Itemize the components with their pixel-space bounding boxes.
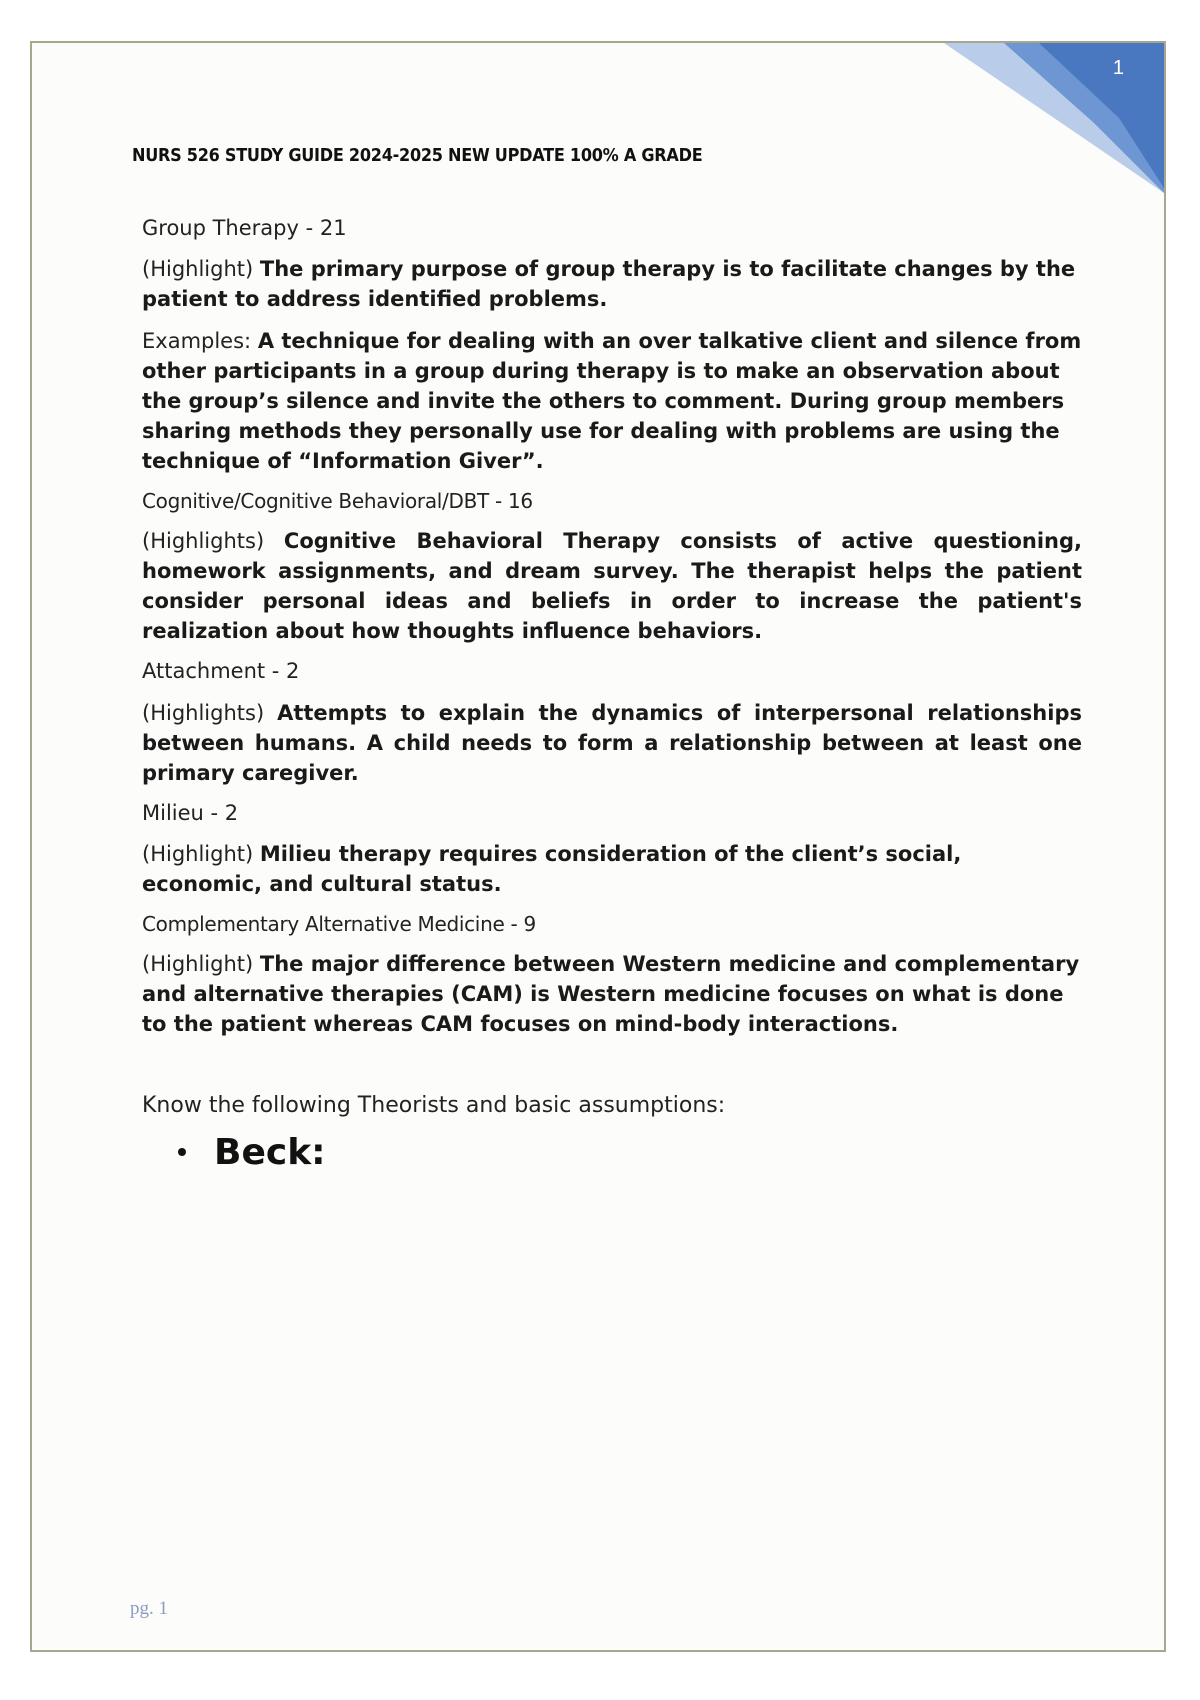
paragraph-lead: (Highlight)	[142, 841, 254, 866]
paragraph	[142, 839, 1082, 899]
document-header: NURS 526 STUDY GUIDE 2024-2025 NEW UPDATE 100% A GRADE	[132, 146, 703, 166]
paragraph	[142, 698, 1082, 788]
paragraph-lead: (Highlight)	[142, 951, 254, 976]
paragraph-lead: (Highlight)	[142, 257, 254, 282]
section-title-attachment: Attachment - 2	[142, 659, 300, 684]
theorist-list	[142, 1132, 1082, 1173]
paragraph	[142, 254, 1082, 314]
paragraph	[142, 526, 1082, 646]
theorist-item	[178, 1132, 1082, 1173]
section-title-milieu: Milieu - 2	[142, 800, 239, 825]
theorist-name: Beck:	[214, 1131, 326, 1173]
corner-decoration	[944, 43, 1164, 213]
paragraph-lead: (Highlights)	[142, 700, 265, 725]
paragraph-body: The major difference between Western medicine and complementary and alternative therapies (CAM) is Western medicine focuses on what is done to the patient whereas CAM focuses on mind-body interactions.	[142, 951, 1080, 1036]
paragraph	[142, 326, 1082, 476]
paragraph-body: The primary purpose of group therapy is to facilitate changes by the patient to address identified problems.	[142, 257, 1076, 312]
paragraph-body: Attempts to explain the dynamics of interpersonal relationships between humans. A child needs to form a relationship between at least one primary caregiver.	[142, 700, 1082, 785]
document-content	[142, 215, 1082, 1173]
paragraph-body: Milieu therapy requires consideration of the client’s social, economic, and cultural status.	[142, 841, 962, 896]
bullet-icon	[178, 1148, 186, 1156]
paragraph-body: A technique for dealing with an over talkative client and silence from other participants in a group during therapy is to make an observation about the group’s silence and invite the others to comment. During group members sharing methods they personally use for dealing with problems are using the technique of “Information Giver”.	[142, 329, 1082, 474]
page-number: 1	[1112, 57, 1124, 79]
paragraph	[142, 949, 1082, 1039]
section-title-cognitive: Cognitive/Cognitive Behavioral/DBT - 16	[142, 489, 533, 514]
paragraph-lead: (Highlights)	[142, 529, 265, 554]
theorists-intro: Know the following Theorists and basic assumptions:	[142, 1092, 726, 1118]
document-page	[30, 41, 1166, 1652]
paragraph-body: Cognitive Behavioral Therapy consists of active questioning, homework assignments, and dream survey. The therapist helps the patient consider personal ideas and beliefs in order to increase the patient's realization about how thoughts influence behaviors.	[142, 529, 1083, 644]
page-footer: pg. 1	[130, 1598, 168, 1619]
spacer	[142, 1051, 1082, 1093]
paragraph-lead: Examples:	[142, 329, 252, 354]
section-title-cam: Complementary Alternative Medicine - 9	[142, 911, 536, 936]
section-title-group-therapy: Group Therapy - 21	[142, 216, 347, 240]
